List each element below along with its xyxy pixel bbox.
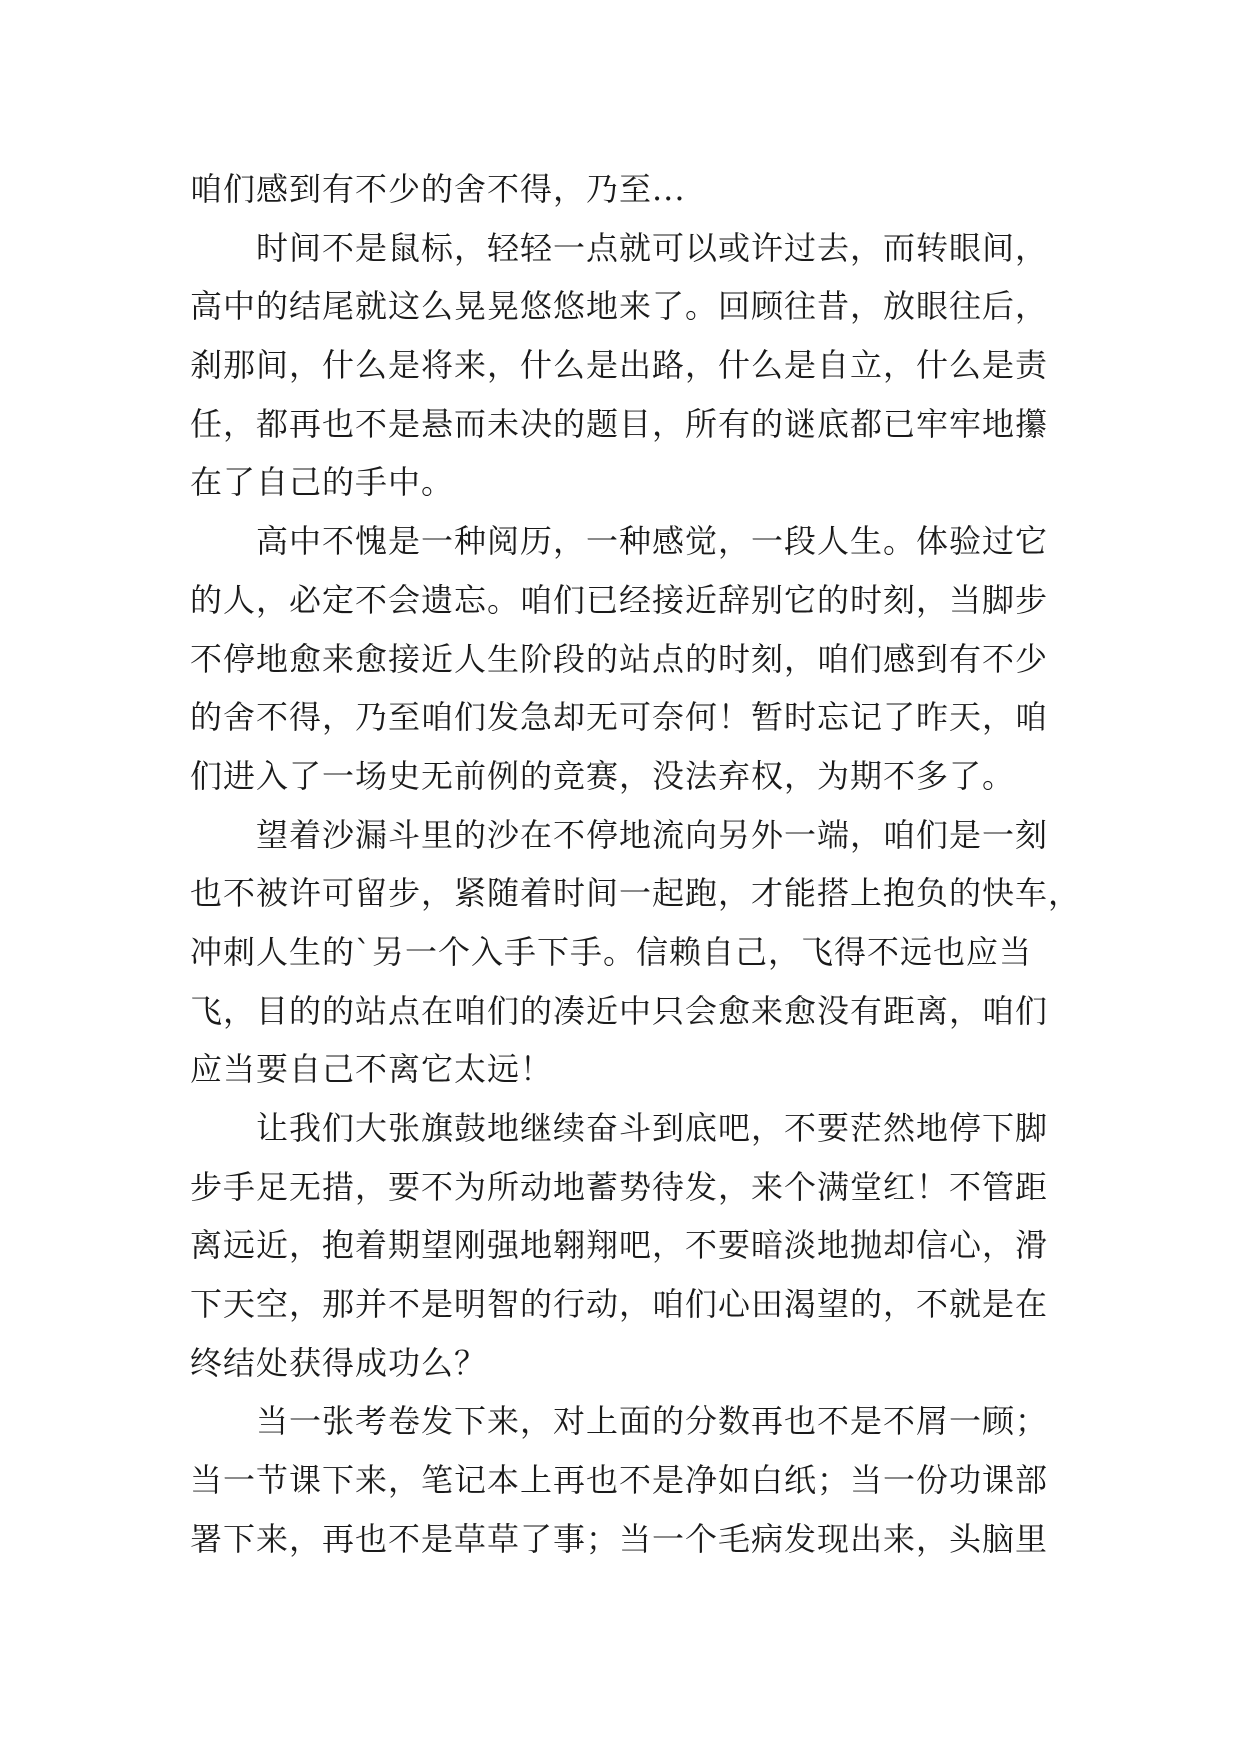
text-line: 高中不愧是一种阅历，一种感觉，一段人生。体验过它 (256, 522, 1049, 561)
text-line: 高中的结尾就这么晃晃悠悠地来了。回顾往昔，放眼往后， (190, 287, 1049, 326)
text-line: 也不被许可留步，紧随着时间一起跑，才能搭上抱负的快车， (190, 874, 1082, 913)
body-text (190, 160, 1082, 1569)
text-line: 的人，必定不会遗忘。咱们已经接近辞别它的时刻，当脚步 (190, 580, 1049, 619)
text-line: 应当要自己不离它太远！ (190, 1050, 554, 1089)
text-line: 飞，目的的站点在咱们的凑近中只会愈来愈没有距离，咱们 (190, 991, 1049, 1030)
text-line: 不停地愈来愈接近人生阶段的站点的时刻，咱们感到有不少 (190, 639, 1049, 678)
text-line: 下天空，那并不是明智的行动，咱们心田渴望的，不就是在 (190, 1285, 1049, 1324)
text-line: 让我们大张旗鼓地继续奋斗到底吧，不要茫然地停下脚 (256, 1109, 1049, 1147)
text-line: 当一节课下来，笔记本上再也不是净如白纸；当一份功课部 (190, 1461, 1049, 1500)
text-line: 望着沙漏斗里的沙在不停地流向另外一端，咱们是一刻 (256, 815, 1049, 854)
text-line: 咱们感到有不少的舍不得，乃至... (190, 170, 686, 208)
text-line: 的舍不得，乃至咱们发急却无可奈何！暂时忘记了昨天，咱 (190, 698, 1049, 737)
text-line: 终结处获得成功么？ (190, 1343, 488, 1382)
text-line: 冲刺人生的`另一个入手下手。信赖自己，飞得不远也应当 (190, 932, 1033, 971)
text-line: 当一张考卷发下来，对上面的分数再也不是不屑一顾； (256, 1402, 1049, 1441)
text-line: 刹那间，什么是将来，什么是出路，什么是自立，什么是责 (190, 346, 1049, 385)
text-line: 离远近，抱着期望刚强地翱翔吧，不要暗淡地抛却信心，滑 (190, 1226, 1049, 1265)
text-line: 在了自己的手中。 (190, 463, 455, 502)
text-line: 们进入了一场史无前例的竞赛，没法弃权，为期不多了。 (190, 756, 1016, 795)
text-line: 时间不是鼠标，轻轻一点就可以或许过去，而转眼间， (256, 228, 1049, 267)
text-line: 任，都再也不是悬而未决的题目，所有的谜底都已牢牢地攥 (190, 404, 1049, 443)
text-line: 署下来，再也不是草草了事；当一个毛病发现出来，头脑里 (190, 1519, 1049, 1558)
text-line: 步手足无措，要不为所动地蓄势待发，来个满堂红！不管距 (190, 1167, 1049, 1206)
